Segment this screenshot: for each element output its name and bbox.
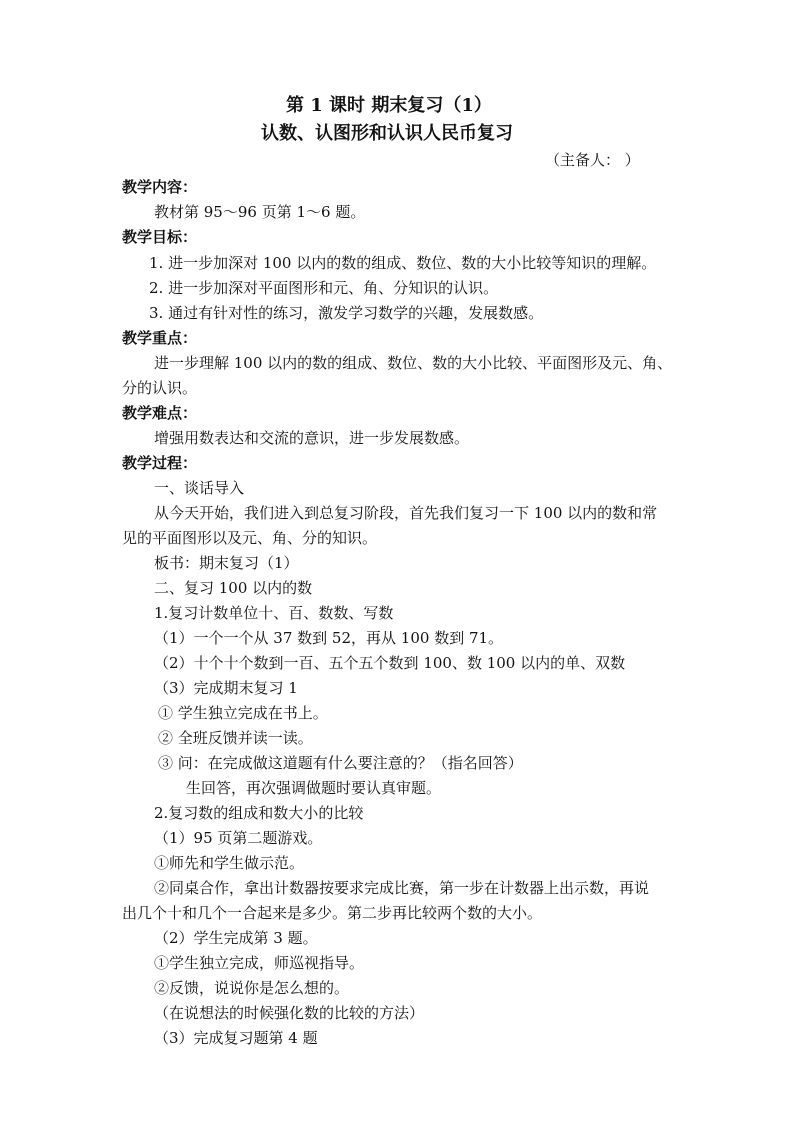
process-line: ①师先和学生做示范。 bbox=[154, 854, 305, 872]
goal-item: 1. 进一步加深对 100 以内的数的组成、数位、数的大小比较等知识的理解。 bbox=[149, 254, 657, 272]
process-line: 板书：期末复习（1） bbox=[154, 554, 299, 572]
process-heading: 教学过程： bbox=[122, 454, 198, 472]
process-line: ① 学生独立完成在书上。 bbox=[158, 704, 328, 722]
process-line: 二、复习 100 以内的数 bbox=[154, 579, 313, 597]
process-line: （在说想法的时候强化数的比较的方法） bbox=[154, 1004, 425, 1022]
process-line: （3）完成期末复习 1 bbox=[154, 679, 298, 697]
process-line: ③ 问：在完成做这道题有什么要注意的？（指名回答） bbox=[158, 754, 523, 772]
goal-item: 2. 进一步加深对平面图形和元、角、分知识的认识。 bbox=[149, 279, 499, 297]
lesson-subtitle: 认数、认图形和认识人民币复习 bbox=[261, 123, 513, 144]
content-text: 教材第 95～96 页第 1～6 题。 bbox=[154, 203, 366, 221]
key-points-text: 进一步理解 100 以内的数的组成、数位、数的大小比较、平面图形及元、角、 bbox=[154, 354, 673, 372]
process-line: 从今天开始，我们进入到总复习阶段，首先我们复习一下 100 以内的数和常 bbox=[154, 504, 658, 522]
content-heading: 教学内容： bbox=[122, 178, 198, 196]
process-line: ②同桌合作，拿出计数器按要求完成比赛，第一步在计数器上出示数，再说 bbox=[154, 879, 650, 897]
difficulties-heading: 教学难点： bbox=[122, 404, 198, 422]
process-line: ② 全班反馈并读一读。 bbox=[158, 729, 313, 747]
process-line: 1.复习计数单位十、百、数数、写数 bbox=[154, 604, 394, 622]
process-line: （2）十个十个数到一百、五个五个数到 100、数 100 以内的单、双数 bbox=[154, 654, 626, 672]
process-line: （2）学生完成第 3 题。 bbox=[154, 929, 318, 947]
goal-item: 3. 通过有针对性的练习，激发学习数学的兴趣，发展数感。 bbox=[149, 304, 544, 322]
preparer-label: （主备人： ） bbox=[545, 151, 640, 169]
process-line: 2.复习数的组成和数大小的比较 bbox=[154, 804, 364, 822]
difficulties-text: 增强用数表达和交流的意识，进一步发展数感。 bbox=[154, 429, 470, 447]
process-line: （1）95 页第二题游戏。 bbox=[154, 829, 323, 847]
lesson-title: 第 1 课时 期末复习（1） bbox=[286, 95, 492, 116]
process-line: （1）一个一个从 37 数到 52，再从 100 数到 71。 bbox=[154, 629, 504, 647]
process-line: 一、谈话导入 bbox=[154, 479, 245, 497]
key-points-heading: 教学重点： bbox=[122, 329, 198, 347]
process-line: （3）完成复习题第 4 题 bbox=[154, 1029, 318, 1047]
key-points-text: 分的认识。 bbox=[122, 379, 198, 397]
process-line: 见的平面图形以及元、角、分的知识。 bbox=[122, 529, 378, 547]
goals-heading: 教学目标： bbox=[122, 228, 198, 246]
process-line: 生回答，再次强调做题时要认真审题。 bbox=[186, 779, 442, 797]
process-line: ②反馈，说说你是怎么想的。 bbox=[154, 979, 350, 997]
process-line: ①学生独立完成，师巡视指导。 bbox=[154, 954, 365, 972]
process-line: 出几个十和几个一合起来是多少。第二步再比较两个数的大小。 bbox=[122, 904, 543, 922]
